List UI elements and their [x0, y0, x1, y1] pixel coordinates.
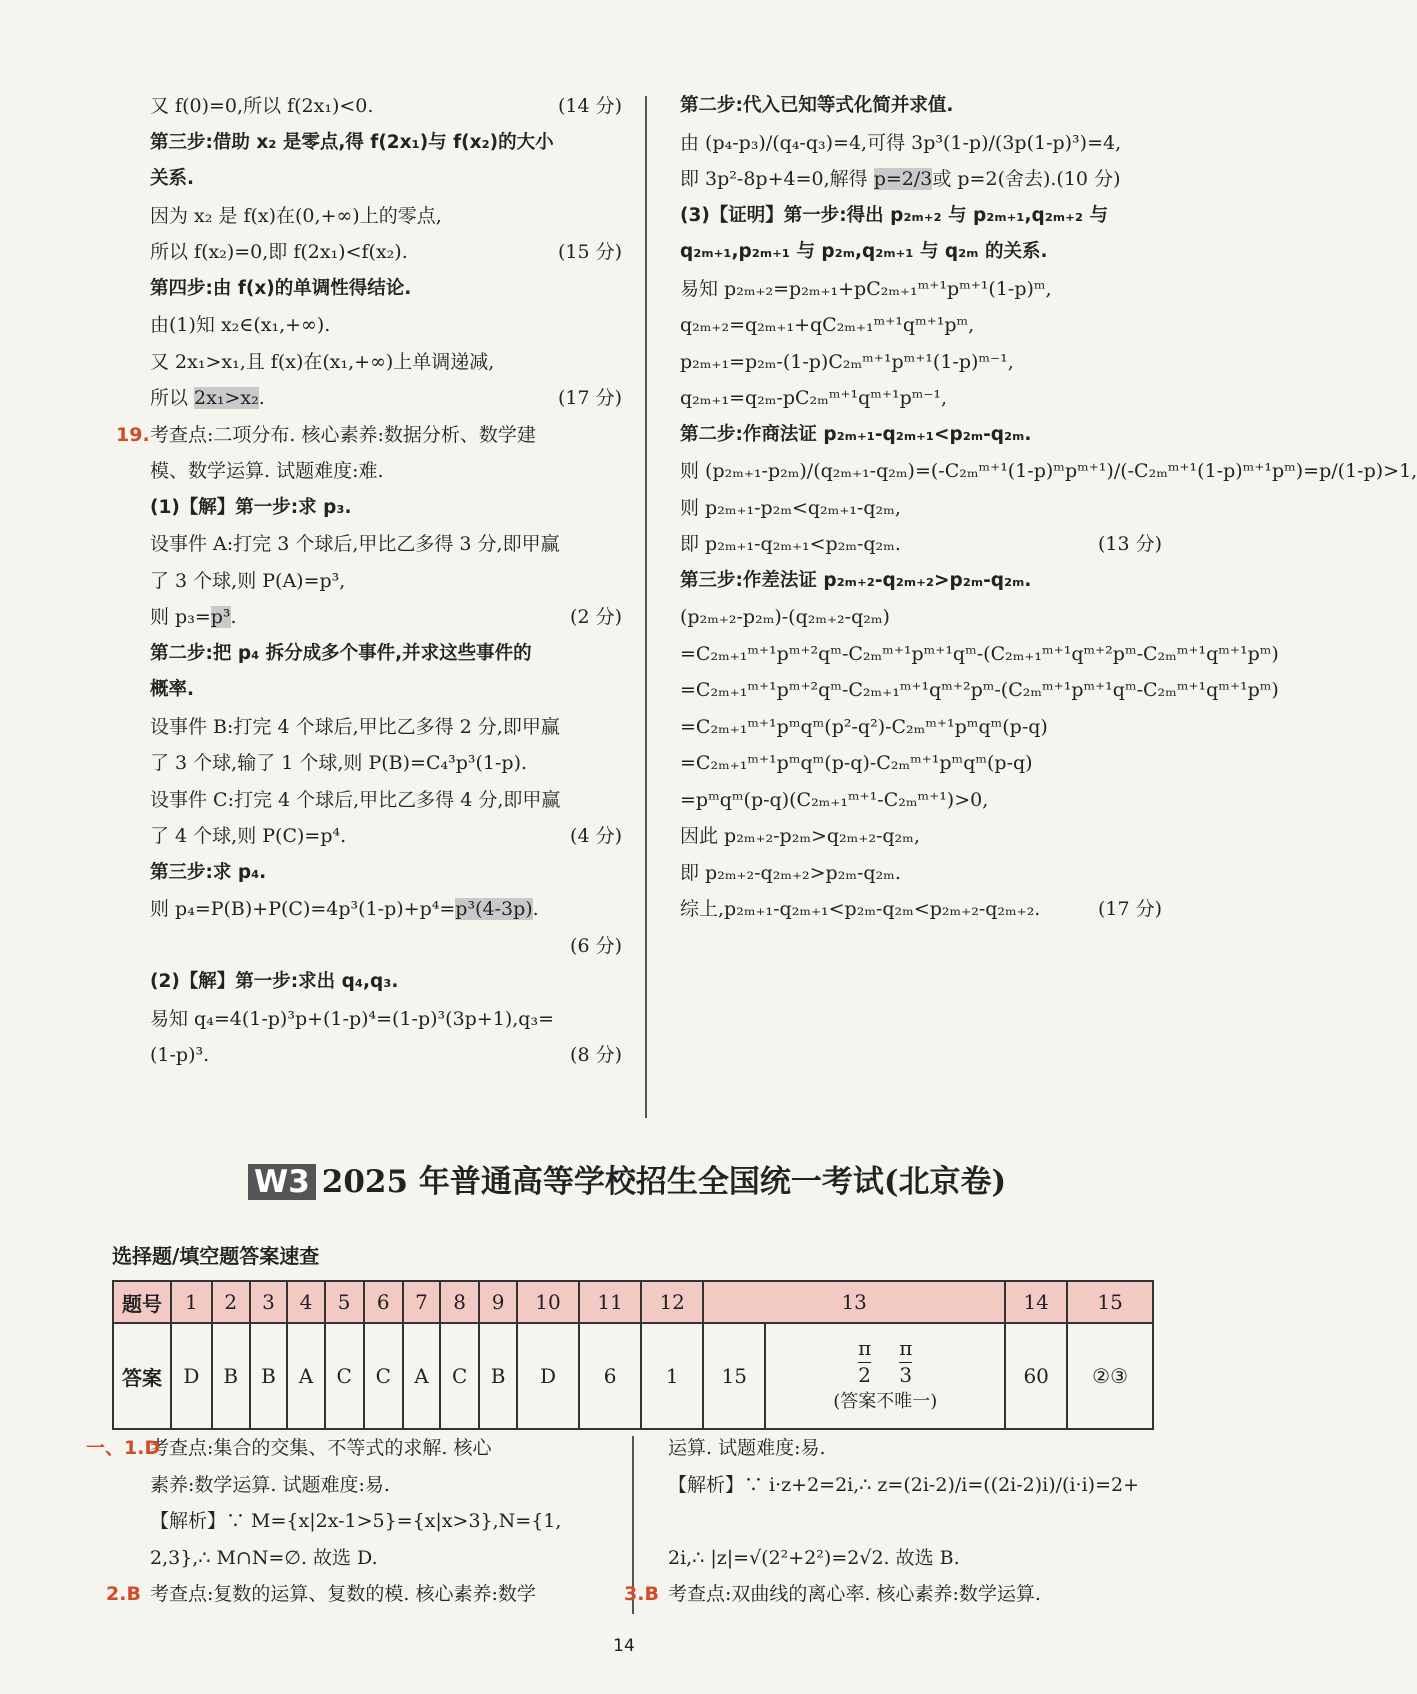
text-line: [150, 1037, 622, 1074]
line-text: 即 p₂ₘ₊₂-q₂ₘ₊₂>p₂ₘ-q₂ₘ.: [680, 861, 901, 884]
question-number-cell: 6: [364, 1281, 403, 1323]
text-line: [150, 344, 622, 381]
line-text: 考查点:双曲线的离心率. 核心素养:数学运算.: [668, 1583, 1041, 1605]
score-marker: (17 分): [557, 387, 622, 409]
text-line: [668, 1540, 1162, 1577]
text-line: [680, 161, 1162, 198]
text-line: [150, 928, 622, 965]
text-line: [106, 1576, 618, 1613]
line-text: 则 p₃=: [150, 606, 211, 628]
line-text: 第四步:由 f(x)的单调性得结论.: [150, 277, 412, 299]
text-line: [680, 672, 1279, 709]
column-divider: [645, 96, 647, 1118]
answer-table: [112, 1280, 1154, 1430]
text-line: [680, 709, 1162, 746]
text-line: [150, 271, 622, 308]
question-number-cell: 1: [171, 1281, 212, 1323]
text-line: [150, 745, 622, 782]
line-text: q₂ₘ₊₁,p₂ₘ₊₁ 与 p₂ₘ,q₂ₘ₊₁ 与 q₂ₘ 的关系.: [680, 241, 1048, 262]
line-text: 了 3 个球,输了 1 个球,则 P(B)=C₄³p³(1-p).: [150, 752, 528, 774]
line-text: =C₂ₘ₊₁ᵐ⁺¹pᵐ⁺²qᵐ-C₂ₘᵐ⁺¹pᵐ⁺¹qᵐ-(C₂ₘ₊₁ᵐ⁺¹qᵐ⁺²pᵐ-C₂ₘᵐ⁺¹qᵐ⁺¹pᵐ): [680, 642, 1279, 665]
text-line: [150, 599, 622, 636]
line-text: 运算. 试题难度:易.: [668, 1437, 826, 1459]
line-text: 因为 x₂ 是 f(x)在(0,+∞)上的零点,: [150, 204, 442, 227]
text-line: [150, 490, 622, 527]
line-text: 易知 q₄=4(1-p)³p+(1-p)⁴=(1-p)³(3p+1),q₃=: [150, 1007, 554, 1030]
line-text: 【解析】∵ M={x|2x-1>5}={x|x>3},N={1,: [150, 1510, 562, 1532]
answer-cell: D: [517, 1323, 579, 1429]
question-number: 2.B: [106, 1583, 141, 1605]
question-number: 19.: [116, 423, 150, 446]
text-line: [150, 818, 622, 855]
line-text: 第二步:代入已知等式化简并求值.: [680, 95, 954, 116]
question-number: 3.B: [624, 1583, 659, 1605]
text-line: [116, 417, 622, 454]
text-line: [150, 161, 622, 198]
text-line: [150, 1540, 618, 1577]
line-text: 又 f(0)=0,所以 f(2x₁)<0.: [150, 95, 374, 117]
answer-cell-extra: 15: [703, 1323, 765, 1429]
line-text: 考查点:集合的交集、不等式的求解. 核心: [150, 1437, 492, 1459]
left-column: [116, 88, 622, 1074]
line-text: 了 4 个球,则 P(C)=p⁴.: [150, 825, 347, 847]
line-text: 概率.: [150, 679, 195, 700]
line-text: 第三步:借助 x₂ 是零点,得 f(2x₁)与 f(x₂)的大小: [150, 131, 554, 153]
line-text: 综上,p₂ₘ₊₁-q₂ₘ₊₁<p₂ₘ-q₂ₘ<p₂ₘ₊₂-q₂ₘ₊₂.: [680, 898, 1041, 920]
text-line: [668, 1467, 1162, 1504]
text-line: [150, 672, 622, 709]
line-text: 因此 p₂ₘ₊₂-p₂ₘ>q₂ₘ₊₂-q₂ₘ,: [680, 825, 920, 847]
text-line: [150, 891, 622, 928]
question-number-cell: 14: [1005, 1281, 1067, 1323]
line-text: 则 (p₂ₘ₊₁-p₂ₘ)/(q₂ₘ₊₁-q₂ₘ)=(-C₂ₘᵐ⁺¹(1-p)ᵐpᵐ⁺¹)/(-C₂ₘᵐ⁺¹(1-p)ᵐ⁺¹pᵐ)=p/(1-p)>1,: [680, 460, 1417, 482]
text-line: [680, 344, 1162, 381]
answer-cell: B: [250, 1323, 288, 1429]
answer-cell: C: [325, 1323, 364, 1429]
line-text: 第二步:把 p₄ 拆分成多个事件,并求这些事件的: [150, 642, 532, 664]
text-line: [150, 636, 622, 673]
quick-answer-label: 选择题/填空题答案速查: [112, 1244, 320, 1268]
line-text-after: .: [258, 387, 265, 409]
highlighted-answer: p³(4-3p): [455, 898, 533, 920]
answer-label-cell: 答案: [113, 1323, 171, 1429]
question-number-cell: 2: [212, 1281, 250, 1323]
question-number: 一、1.D: [86, 1437, 161, 1459]
score-marker: (15 分): [557, 241, 622, 263]
line-text: q₂ₘ₊₁=q₂ₘ-pC₂ₘᵐ⁺¹qᵐ⁺¹pᵐ⁻¹,: [680, 387, 948, 409]
score-marker: (2 分): [570, 606, 622, 628]
line-text: 考查点:复数的运算、复数的模. 核心素养:数学: [150, 1583, 536, 1605]
answer-cell: A: [287, 1323, 324, 1429]
text-line: [150, 964, 622, 1001]
question-number-cell: 11: [579, 1281, 641, 1323]
line-text: 易知 p₂ₘ₊₂=p₂ₘ₊₁+pC₂ₘ₊₁ᵐ⁺¹pᵐ⁺¹(1-p)ᵐ,: [680, 277, 1052, 300]
question-number-cell: 4: [287, 1281, 324, 1323]
line-text: 第三步:作差法证 p₂ₘ₊₂-q₂ₘ₊₂>p₂ₘ-q₂ₘ.: [680, 569, 1032, 591]
section-title-text: 2025 年普通高等学校招生全国统一考试(北京卷): [321, 1164, 1007, 1200]
header-label-cell: 题号: [113, 1281, 171, 1323]
line-text-after: .: [532, 898, 539, 920]
text-line: [150, 563, 622, 600]
line-text: (p₂ₘ₊₂-p₂ₘ)-(q₂ₘ₊₂-q₂ₘ): [680, 606, 890, 628]
score-marker: (17 分): [1097, 898, 1162, 920]
answer-cell-q13: [765, 1323, 1005, 1429]
text-line: [680, 125, 1162, 162]
text-line: [150, 453, 622, 490]
line-text: 则 p₄=P(B)+P(C)=4p³(1-p)+p⁴=: [150, 898, 456, 920]
text-line: [680, 453, 1417, 490]
answer-cell: B: [212, 1323, 250, 1429]
answer-cell: 1: [641, 1323, 703, 1429]
line-text: 第三步:求 p₄.: [150, 861, 267, 883]
text-line: [150, 198, 622, 235]
text-line: [680, 855, 1162, 892]
answer-cell: 60: [1005, 1323, 1067, 1429]
bottom-left-column: [86, 1430, 618, 1613]
fraction-denominator: 3: [899, 1362, 913, 1387]
text-line: [150, 88, 622, 125]
text-line: [680, 417, 1162, 454]
line-text: 考查点:二项分布. 核心素养:数据分析、数学建: [150, 423, 536, 446]
section-title: [248, 1156, 1006, 1200]
text-line: [150, 1467, 618, 1504]
highlighted-answer: p³: [210, 606, 231, 628]
line-text: 第二步:作商法证 p₂ₘ₊₁-q₂ₘ₊₁<p₂ₘ-q₂ₘ.: [680, 423, 1032, 445]
text-line: [150, 782, 622, 819]
score-marker: (14 分): [557, 95, 622, 117]
score-marker: (6 分): [570, 934, 622, 957]
line-text: 则 p₂ₘ₊₁-p₂ₘ<q₂ₘ₊₁-q₂ₘ,: [680, 496, 901, 519]
text-line: [150, 709, 622, 746]
text-line: [150, 234, 622, 271]
line-text: 设事件 C:打完 4 个球后,甲比乙多得 4 分,即甲赢: [150, 788, 561, 811]
score-marker: (4 分): [570, 825, 622, 847]
bottom-right-column: [624, 1430, 1162, 1613]
answer-cell: B: [479, 1323, 517, 1429]
line-text: (1-p)³.: [150, 1044, 210, 1066]
text-line: [680, 891, 1162, 928]
line-text: 模、数学运算. 试题难度:难.: [150, 460, 384, 482]
text-line: [150, 125, 622, 162]
text-line: [680, 88, 1162, 125]
answer-table-answer-row: [113, 1323, 1153, 1429]
text-line: [680, 599, 1162, 636]
question-number-cell: 13: [703, 1281, 1005, 1323]
line-text: 2i,∴ |z|=√(2²+2²)=2√2. 故选 B.: [668, 1546, 960, 1569]
line-text: (2)【解】第一步:求出 q₄,q₃.: [150, 971, 399, 992]
text-line: [150, 1001, 622, 1038]
line-text: 设事件 B:打完 4 个球后,甲比乙多得 2 分,即甲赢: [150, 715, 560, 738]
text-line: [680, 271, 1162, 308]
line-text-after: .: [230, 606, 237, 628]
answer-cell: C: [440, 1323, 479, 1429]
text-line: [680, 818, 1162, 855]
text-line: [680, 198, 1162, 235]
question-number-cell: 9: [479, 1281, 517, 1323]
line-text: 2,3},∴ M∩N=∅. 故选 D.: [150, 1546, 378, 1569]
line-text: 关系.: [150, 168, 195, 189]
text-line: [680, 782, 1162, 819]
line-text: =C₂ₘ₊₁ᵐ⁺¹pᵐ⁺²qᵐ-C₂ₘ₊₁ᵐ⁺¹qᵐ⁺²pᵐ-(C₂ₘᵐ⁺¹pᵐ⁺¹qᵐ-C₂ₘᵐ⁺¹qᵐ⁺¹pᵐ): [680, 679, 1279, 701]
answer-note: (答案不唯一): [833, 1390, 938, 1412]
text-line: [680, 307, 1162, 344]
highlighted-answer: p=2/3: [873, 168, 933, 190]
highlighted-answer: 2x₁>x₂: [194, 387, 259, 409]
line-text: 设事件 A:打完 3 个球后,甲比乙多得 3 分,即甲赢: [150, 533, 560, 555]
page-number: 14: [613, 1636, 635, 1656]
line-text: 又 2x₁>x₁,且 f(x)在(x₁,+∞)上单调递减,: [150, 350, 495, 373]
question-number-cell: 8: [440, 1281, 479, 1323]
score-marker: (8 分): [570, 1044, 622, 1066]
text-line: [150, 1503, 618, 1540]
line-text: q₂ₘ₊₂=q₂ₘ₊₁+qC₂ₘ₊₁ᵐ⁺¹qᵐ⁺¹pᵐ,: [680, 314, 975, 336]
question-number-cell: 3: [250, 1281, 288, 1323]
line-text: =C₂ₘ₊₁ᵐ⁺¹pᵐqᵐ(p-q)-C₂ₘᵐ⁺¹pᵐqᵐ(p-q): [680, 752, 1033, 774]
text-line: [680, 490, 1162, 527]
question-number-cell: 5: [325, 1281, 364, 1323]
text-line: [680, 380, 1162, 417]
answer-cell: 6: [579, 1323, 641, 1429]
line-text: 素养:数学运算. 试题难度:易.: [150, 1473, 390, 1496]
text-line: [150, 380, 622, 417]
fraction-numerator: π: [858, 1336, 871, 1363]
text-line: [680, 563, 1162, 600]
answer-table-header-row: [113, 1281, 1153, 1323]
line-text: 即 p₂ₘ₊₁-q₂ₘ₊₁<p₂ₘ-q₂ₘ.: [680, 533, 901, 555]
line-text: =pᵐqᵐ(p-q)(C₂ₘ₊₁ᵐ⁺¹-C₂ₘᵐ⁺¹)>0,: [680, 788, 989, 811]
line-text-after: 或 p=2(舍去).(10 分): [932, 168, 1121, 190]
line-text: =C₂ₘ₊₁ᵐ⁺¹pᵐqᵐ(p²-q²)-C₂ₘᵐ⁺¹pᵐqᵐ(p-q): [680, 715, 1048, 738]
line-text: 由(1)知 x₂∈(x₁,+∞).: [150, 314, 331, 336]
section-tag: W3: [248, 1164, 316, 1200]
answer-cell: A: [403, 1323, 440, 1429]
text-line: [86, 1430, 618, 1467]
text-line: [668, 1430, 1162, 1467]
question-number-cell: 10: [517, 1281, 579, 1323]
text-line: [150, 307, 622, 344]
text-line: [668, 1503, 1162, 1540]
question-number-cell: 12: [641, 1281, 703, 1323]
line-text: 所以: [150, 387, 195, 409]
answer-cell: D: [171, 1323, 212, 1429]
line-text: 所以 f(x₂)=0,即 f(2x₁)<f(x₂).: [150, 241, 408, 263]
text-line: [624, 1576, 1162, 1613]
line-text: 【解析】∵ i·z+2=2i,∴ z=(2i-2)/i=((2i-2)i)/(i·i)=2+: [668, 1473, 1140, 1496]
fraction-numerator: π: [899, 1336, 912, 1363]
line-text: (1)【解】第一步:求 p₃.: [150, 496, 352, 518]
text-line: [680, 234, 1162, 271]
answer-cell: ②③: [1067, 1323, 1153, 1429]
line-text: 即 3p²-8p+4=0,解得: [680, 168, 874, 190]
right-column: [680, 88, 1417, 928]
text-line: [680, 526, 1162, 563]
answer-cell: C: [364, 1323, 403, 1429]
line-text: 由 (p₄-p₃)/(q₄-q₃)=4,可得 3p³(1-p)/(3p(1-p)³)=4,: [680, 131, 1122, 154]
text-line: [680, 636, 1279, 673]
line-text: (3)【证明】第一步:得出 p₂ₘ₊₂ 与 p₂ₘ₊₁,q₂ₘ₊₂ 与: [680, 204, 1108, 226]
text-line: [150, 855, 622, 892]
line-text: 了 3 个球,则 P(A)=p³,: [150, 569, 346, 592]
text-line: [680, 745, 1162, 782]
line-text: p₂ₘ₊₁=p₂ₘ-(1-p)C₂ₘᵐ⁺¹pᵐ⁺¹(1-p)ᵐ⁻¹,: [680, 350, 1014, 373]
text-line: [150, 526, 622, 563]
question-number-cell: 7: [403, 1281, 440, 1323]
score-marker: (13 分): [1097, 533, 1162, 555]
question-number-cell: 15: [1067, 1281, 1153, 1323]
fraction-denominator: 2: [858, 1362, 871, 1387]
